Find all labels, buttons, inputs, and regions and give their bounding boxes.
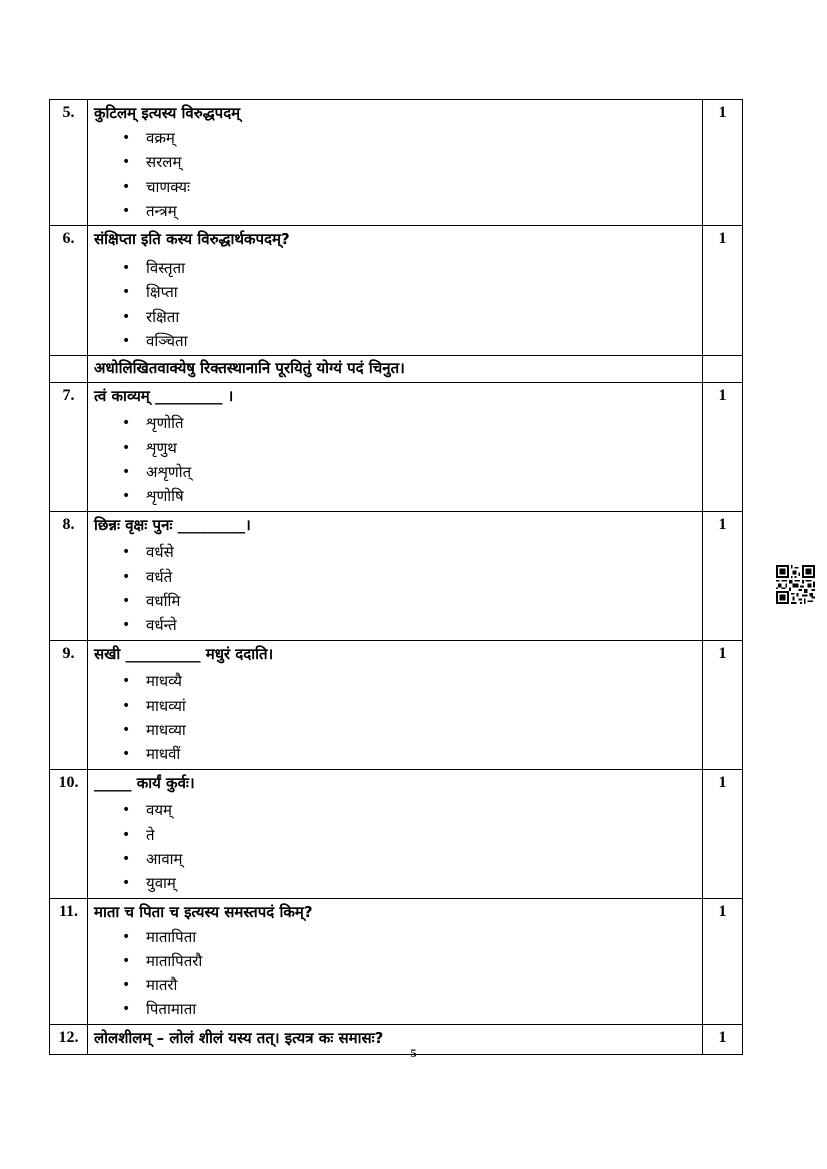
option-item: • ते xyxy=(122,825,155,844)
options-list xyxy=(94,126,696,223)
option-item: • सरलम् xyxy=(122,153,182,172)
option-item: • शृणोति xyxy=(122,414,184,433)
option-item: • चाणक्यः xyxy=(122,177,191,196)
section-instruction: अधोलिखितवाक्येषु रिक्तस्थानानि पूरयितुं योग्यं पदं चिनुत। xyxy=(94,359,405,378)
option-item: • मातापिता xyxy=(122,927,197,946)
option-item: • वर्धन्ते xyxy=(122,616,177,635)
options-list xyxy=(94,256,696,353)
question-table xyxy=(49,99,743,1055)
question-row xyxy=(50,100,743,226)
page-number: 5 xyxy=(410,1046,417,1060)
question-text: _____ कार्यं कुर्वः। xyxy=(94,774,195,793)
option-item: • विस्तृता xyxy=(122,259,186,278)
question-marks: 1 xyxy=(703,1024,743,1054)
question-number: 8. xyxy=(50,512,88,641)
instruction-row xyxy=(50,356,743,383)
question-marks: 1 xyxy=(703,100,743,226)
options-list xyxy=(94,540,696,637)
question-row xyxy=(50,641,743,770)
option-item: • माधव्या xyxy=(122,720,186,739)
option-item: • आवाम् xyxy=(122,849,183,868)
question-text: त्वं काव्यम् _________ । xyxy=(94,387,234,406)
qr-code-icon xyxy=(776,565,815,604)
question-text: सखी __________ मधुरं ददाति। xyxy=(94,645,274,664)
option-item: • वर्धामि xyxy=(122,591,181,610)
option-item: • वयम् xyxy=(122,801,173,820)
option-item: • शृणोषि xyxy=(122,487,184,506)
question-marks: 1 xyxy=(703,641,743,770)
question-text: माता च पिता च इत्यस्य समस्तपदं किम्? xyxy=(94,902,313,921)
question-number: 5. xyxy=(50,100,88,226)
options-list xyxy=(94,669,696,766)
question-marks: 1 xyxy=(703,383,743,512)
question-number: 10. xyxy=(50,770,88,898)
question-text: लोलशीलम् – लोलं शीलं यस्य तत्। इत्यत्र कः समासः? xyxy=(94,1028,384,1047)
question-text: कुटिलम् इत्यस्य विरुद्धपदम् xyxy=(94,104,241,122)
option-item: • वञ्चिता xyxy=(122,332,188,351)
option-item: • क्षिप्ता xyxy=(122,283,178,302)
option-item: • मातापितरौ xyxy=(122,951,203,970)
question-text: संक्षिप्ता इति कस्य विरुद्धार्थकपदम्? xyxy=(94,230,290,249)
question-text: छिन्नः वृक्षः पुनः _________। xyxy=(94,516,251,535)
option-item: • पितामाता xyxy=(122,1000,197,1019)
question-number: 12. xyxy=(50,1024,88,1054)
option-item: • तन्त्रम् xyxy=(122,201,177,220)
option-item: • वर्धते xyxy=(122,567,173,586)
question-row xyxy=(50,898,743,1024)
option-item: • मातरौ xyxy=(122,976,178,995)
question-row xyxy=(50,383,743,512)
question-marks: 1 xyxy=(703,898,743,1024)
option-item: • माधव्यै xyxy=(122,672,182,691)
question-marks: 1 xyxy=(703,226,743,356)
question-marks: 1 xyxy=(703,512,743,641)
option-item: • रक्षिता xyxy=(122,307,180,326)
question-number: 11. xyxy=(50,898,88,1024)
option-item: • वक्रम् xyxy=(122,129,175,147)
question-number: 9. xyxy=(50,641,88,770)
question-number: 6. xyxy=(50,226,88,356)
options-list xyxy=(94,798,696,895)
question-row xyxy=(50,226,743,356)
option-item: • माधव्यां xyxy=(122,696,186,715)
question-number: 7. xyxy=(50,383,88,512)
options-list xyxy=(94,925,696,1022)
option-item: • शृणुथ xyxy=(122,438,177,457)
option-item: • अशृणोत् xyxy=(122,462,192,481)
option-item: • माधवीं xyxy=(122,745,181,764)
option-item: • वर्धसे xyxy=(122,543,174,562)
question-row xyxy=(50,512,743,641)
question-marks: 1 xyxy=(703,770,743,898)
options-list xyxy=(94,411,696,508)
question-row xyxy=(50,770,743,898)
option-item: • युवाम् xyxy=(122,874,176,893)
